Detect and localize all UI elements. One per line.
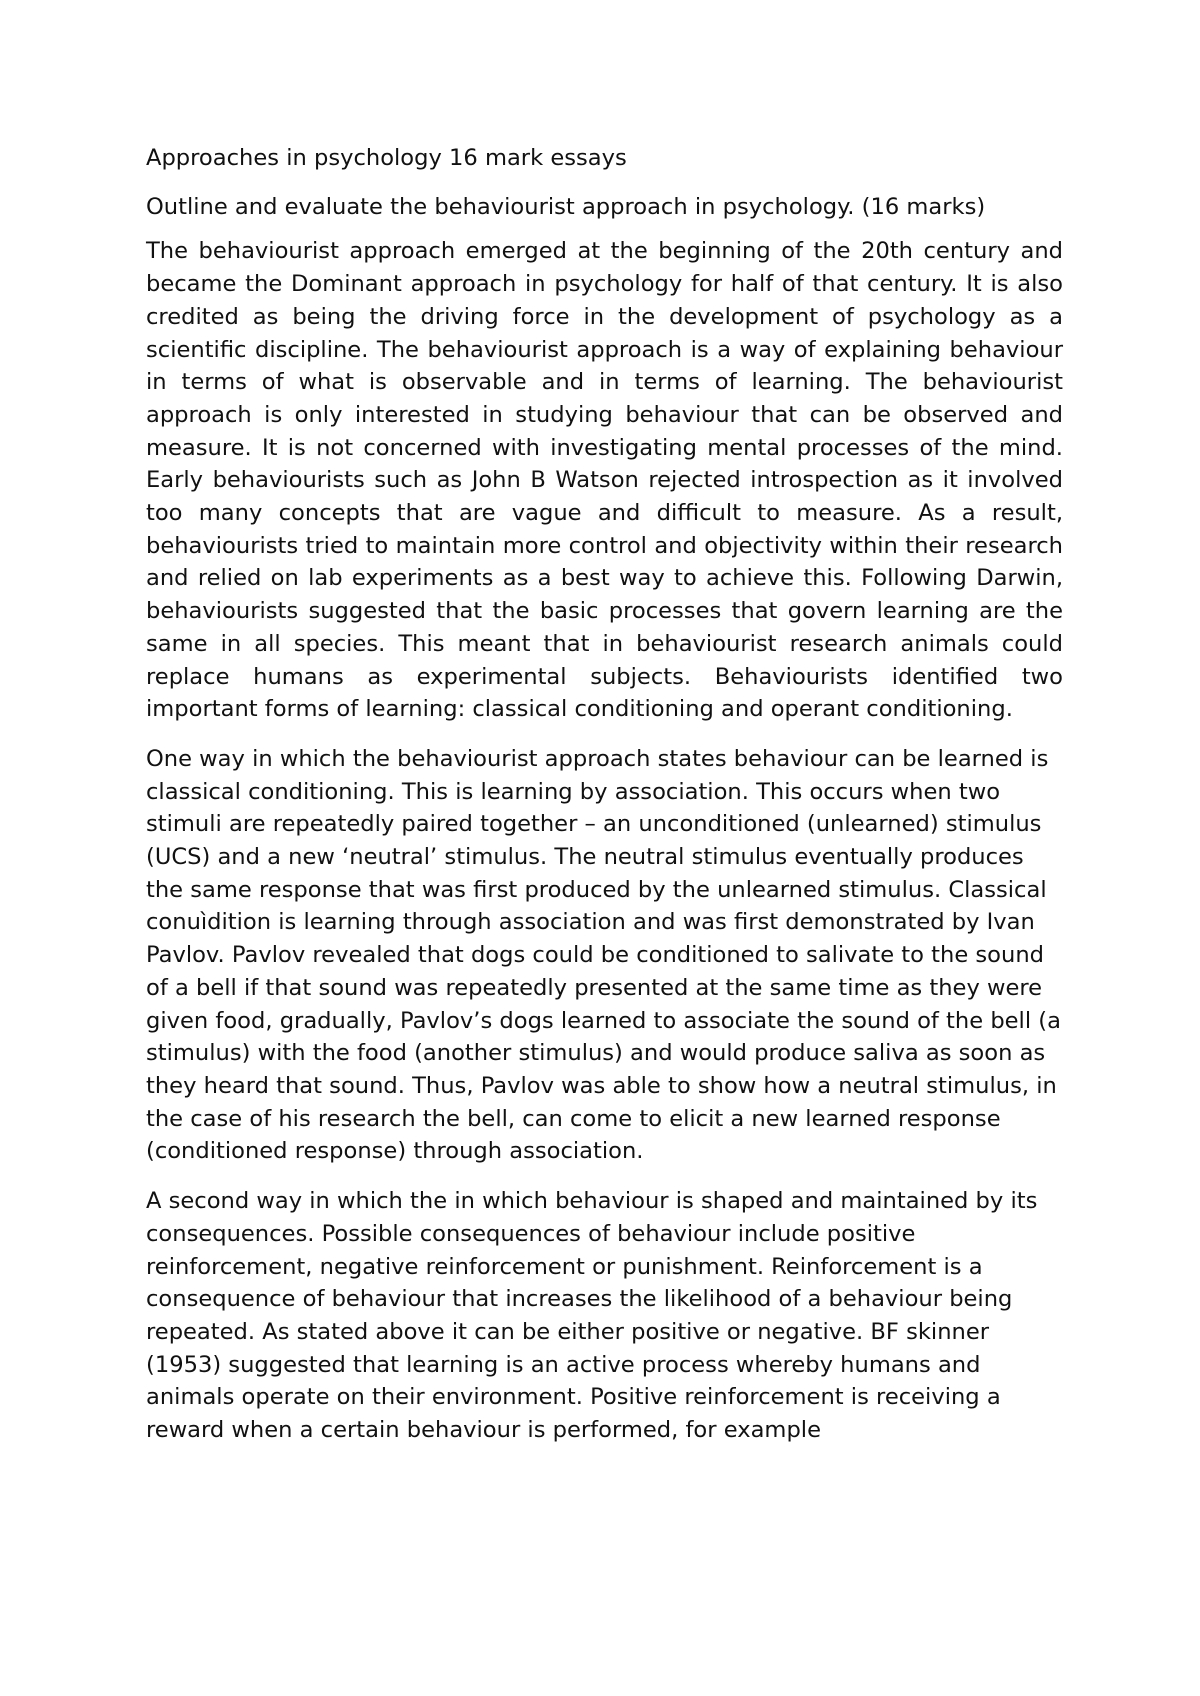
paragraph-introduction: The behaviourist approach emerged at the beginning of the 20th century and became the Dominant approach in psychology for half of that century. It is also credited as being the driving force in the development of psychology as a scientific discipline. The behaviourist approach is a way of explaining behaviour in terms of what is observable and in terms of learning. The behaviourist approach is only interested in studying behaviour that can be observed and measure. It is not concerned with investigating mental processes of the mind. Early behaviourists such as John B Watson rejected introspection as it involved too many concepts that are vague and difficult to measure. As a result, behaviourists tried to maintain more control and objectivity within their research and relied on lab experiments as a best way to achieve this. Following Darwin, behaviourists suggested that the basic processes that govern learning are the same in all species. This meant that in behaviourist research animals could replace humans as experimental subjects. Behaviourists identified two important forms of learning: classical conditioning and operant conditioning. <box>146 238 1063 723</box>
essay-question: Outline and evaluate the behaviourist approach in psychology. (16 marks) <box>146 193 986 220</box>
document-title: Approaches in psychology 16 mark essays <box>146 145 627 171</box>
paragraph-classical-conditioning: One way in which the behaviourist approach states behaviour can be learned is classical conditioning. This is learning by association. This occurs when two stimuli are repeatedly paired together – an unconditioned (unlearned) stimulus (UCS) and a new ‘neutral’ stimulus. The neutral stimulus eventually produces the same response that was first produced by the unlearned stimulus. Classical conuìdition is learning through association and was first demonstrated by Ivan Pavlov. Pavlov revealed that dogs could be conditioned to salivate to the sound of a bell if that sound was repeatedly presented at the same time as they were given food, gradually, Pavlov’s dogs learned to associate the sound of the bell (a stimulus) with the food (another stimulus) and would produce saliva as soon as they heard that sound. Thus, Pavlov was able to show how a neutral stimulus, in the case of his research the bell, can come to elicit a new learned response (conditioned response) through association. <box>146 745 1061 1165</box>
paragraph-operant-conditioning: A second way in which the in which behaviour is shaped and maintained by its consequences. Possible consequences of behaviour include positive reinforcement, negative reinforcement or punishment. Reinforcement is a consequence of behaviour that increases the likelihood of a behaviour being repeated. As stated above it can be either positive or negative. BF skinner (1953) suggested that learning is an active process whereby humans and animals operate on their environment. Positive reinforcement is receiving a reward when a certain behaviour is performed, for example <box>146 1188 1038 1444</box>
